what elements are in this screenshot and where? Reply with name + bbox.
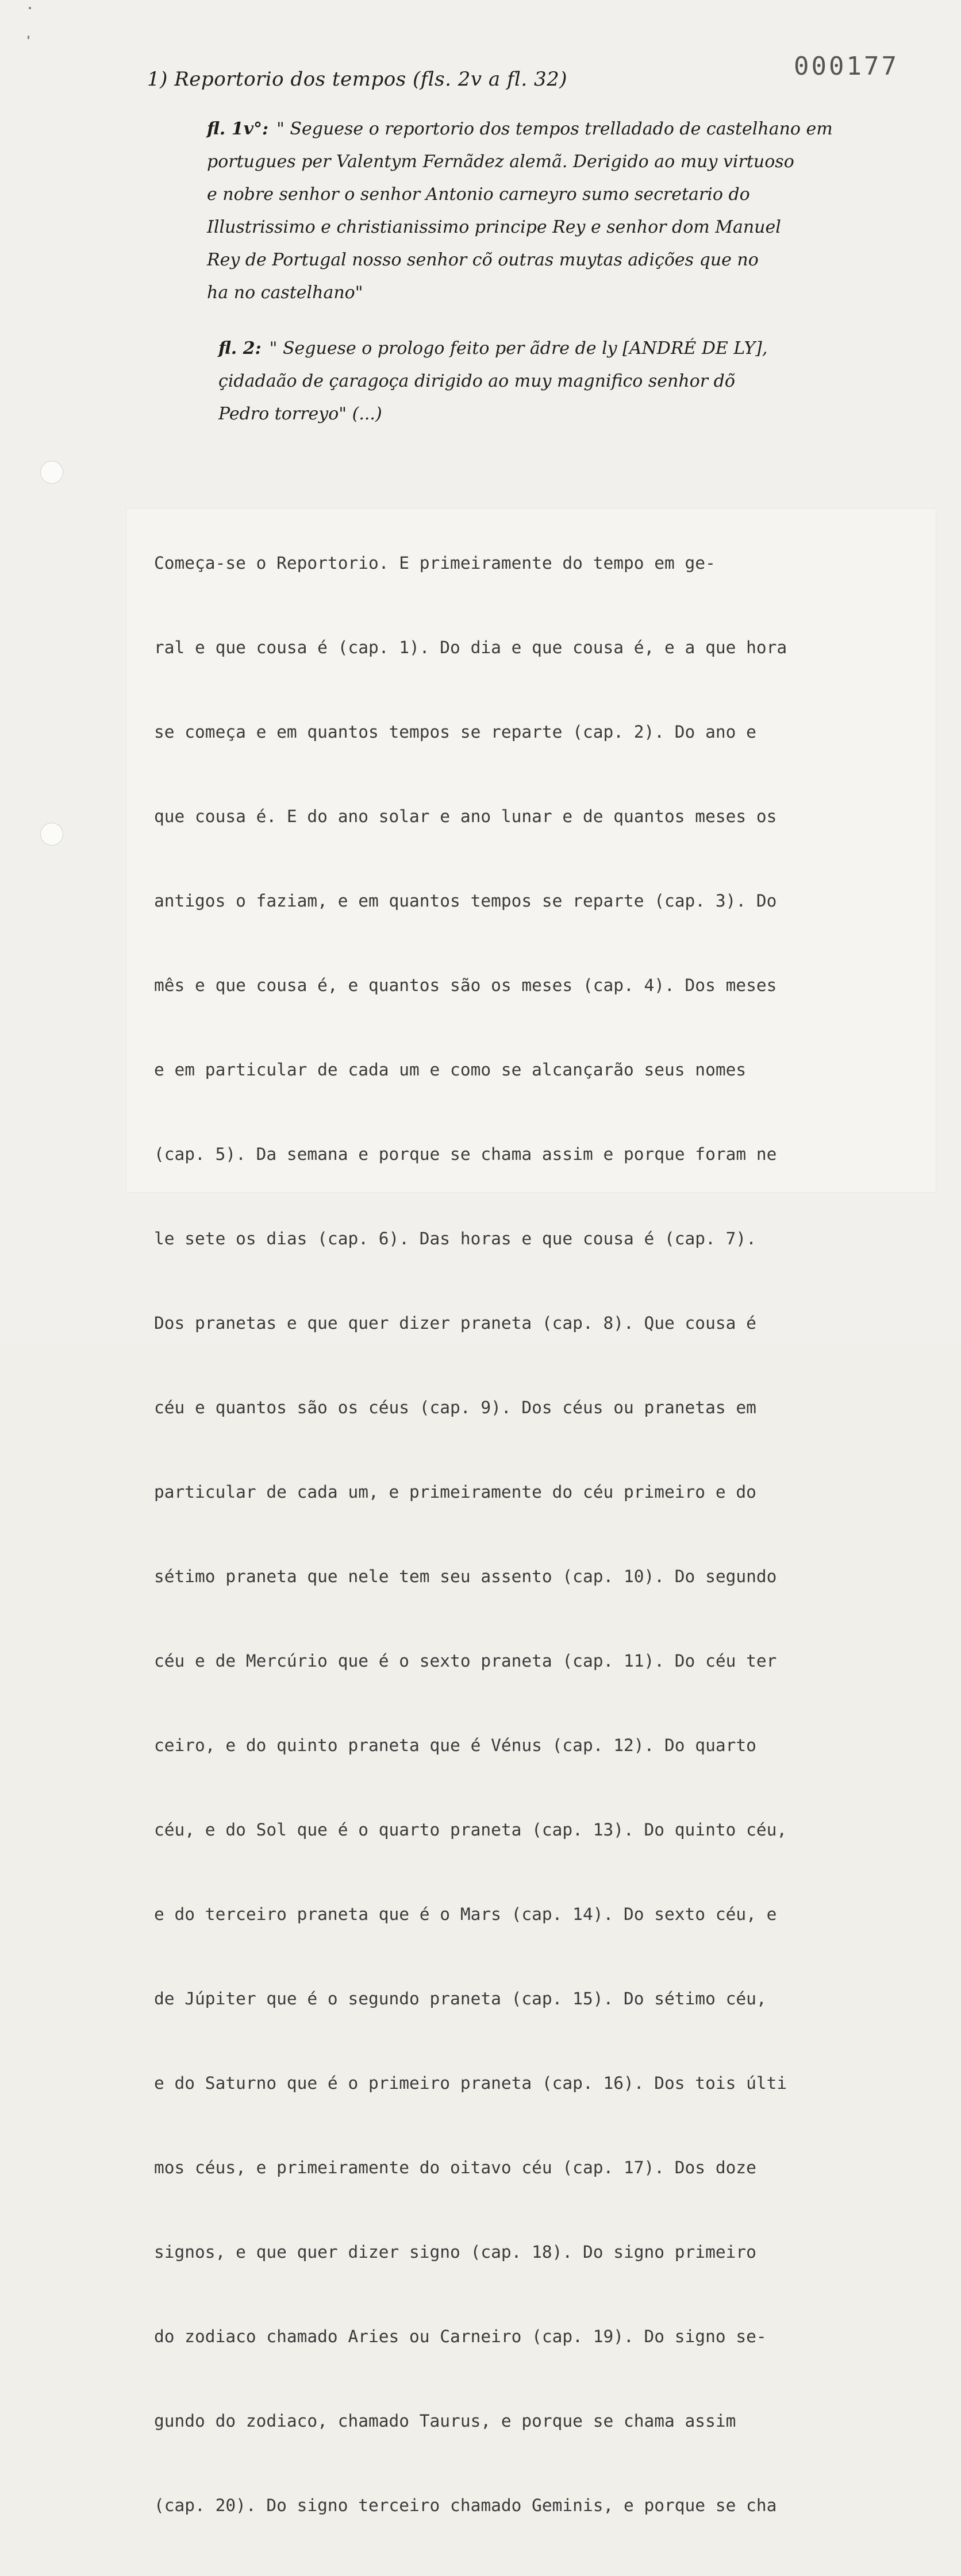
typed-line: signos, e que quer dizer signo (cap. 18). Do signo primeiro bbox=[154, 2242, 756, 2262]
corner-speck bbox=[28, 36, 29, 39]
typed-text-block bbox=[154, 493, 901, 2576]
entry-line: çidadaão de çaragoça dirigido ao muy magnifico senhor dõ bbox=[218, 371, 735, 391]
typed-line: Começa-se o Reportorio. E primeiramente do tempo em ge- bbox=[154, 553, 716, 573]
entry-line: Illustrissimo e christianissimo principe Rey e senhor dom Manuel bbox=[207, 217, 781, 237]
typed-line: ceiro, e do quinto praneta que é Vénus (cap. 12). Do quarto bbox=[154, 1736, 756, 1755]
typed-line: céu e quantos são os céus (cap. 9). Dos céus ou pranetas em bbox=[154, 1398, 756, 1417]
typed-line: céu, e do Sol que é o quarto praneta (cap. 13). Do quinto céu, bbox=[154, 1820, 787, 1840]
corner-speck bbox=[29, 7, 31, 9]
entry-line: portugues per Valentym Fernãdez alemã. Derigido ao muy virtuoso bbox=[207, 152, 794, 172]
typed-line: que cousa é. E do ano solar e ano lunar e de quantos meses os bbox=[154, 807, 777, 826]
entry-text: " Seguese o prologo feito per ãdre de ly [ANDRÉ DE LY], bbox=[269, 338, 768, 358]
typed-line: sétimo praneta que nele tem seu assento (cap. 10). Do segundo bbox=[154, 1567, 777, 1586]
handwritten-notes bbox=[147, 68, 871, 453]
entry-line: e nobre senhor o senhor Antonio carneyro sumo secretario do bbox=[207, 184, 750, 205]
typed-line: (cap. 20). Do signo terceiro chamado Geminis, e porque se cha bbox=[154, 2496, 777, 2515]
handwritten-entry-fl1v bbox=[207, 113, 871, 309]
archive-number: 000177 bbox=[794, 52, 899, 81]
entry-label: fl. 2: bbox=[218, 338, 262, 358]
typed-line: mos céus, e primeiramente do oitavo céu (cap. 17). Dos doze bbox=[154, 2158, 756, 2177]
handwritten-heading: 1) Reportorio dos tempos (fls. 2v a fl. 32) bbox=[147, 68, 568, 91]
typed-line: mês e que cousa é, e quantos são os meses (cap. 4). Dos meses bbox=[154, 975, 777, 995]
typed-line: céu e de Mercúrio que é o sexto praneta (cap. 11). Do céu ter bbox=[154, 1651, 777, 1671]
typed-line: e em particular de cada um e como se alcançarão seus nomes bbox=[154, 1060, 747, 1079]
typed-line: Dos pranetas e que quer dizer praneta (cap. 8). Que cousa é bbox=[154, 1313, 756, 1333]
typed-line: e do Saturno que é o primeiro praneta (cap. 16). Dos tois últi bbox=[154, 2073, 787, 2093]
typed-line: e do terceiro praneta que é o Mars (cap. 14). Do sexto céu, e bbox=[154, 1904, 777, 1924]
punch-hole-bottom bbox=[40, 823, 63, 846]
punch-hole-top bbox=[40, 461, 63, 484]
typed-line: do zodiaco chamado Aries ou Carneiro (cap. 19). Do signo se- bbox=[154, 2327, 767, 2346]
typed-line: (cap. 5). Da semana e porque se chama assim e porque foram ne bbox=[154, 1144, 777, 1164]
entry-line: Rey de Portugal nosso senhor cõ outras muytas adições que no bbox=[207, 250, 759, 270]
entry-text: " Seguese o reportorio dos tempos trelladado de castelhano em bbox=[276, 119, 833, 139]
typed-line: le sete os dias (cap. 6). Das horas e que cousa é (cap. 7). bbox=[154, 1229, 756, 1248]
typed-line: antigos o faziam, e em quantos tempos se reparte (cap. 3). Do bbox=[154, 891, 777, 911]
entry-line bbox=[207, 113, 871, 145]
entry-line: Pedro torreyo" (...) bbox=[218, 404, 382, 424]
handwritten-entry-fl2 bbox=[218, 332, 871, 430]
entry-line bbox=[218, 332, 871, 365]
entry-line: ha no castelhano" bbox=[207, 283, 363, 303]
typed-line: particular de cada um, e primeiramente do céu primeiro e do bbox=[154, 1482, 756, 1502]
typed-line: se começa e em quantos tempos se reparte (cap. 2). Do ano e bbox=[154, 722, 756, 742]
typed-line: de Júpiter que é o segundo praneta (cap. 15). Do sétimo céu, bbox=[154, 1989, 767, 2008]
entry-label: fl. 1v°: bbox=[207, 119, 269, 139]
typed-line: gundo do zodiaco, chamado Taurus, e porque se chama assim bbox=[154, 2411, 736, 2431]
typed-line: ral e que cousa é (cap. 1). Do dia e que cousa é, e a que hora bbox=[154, 638, 787, 657]
